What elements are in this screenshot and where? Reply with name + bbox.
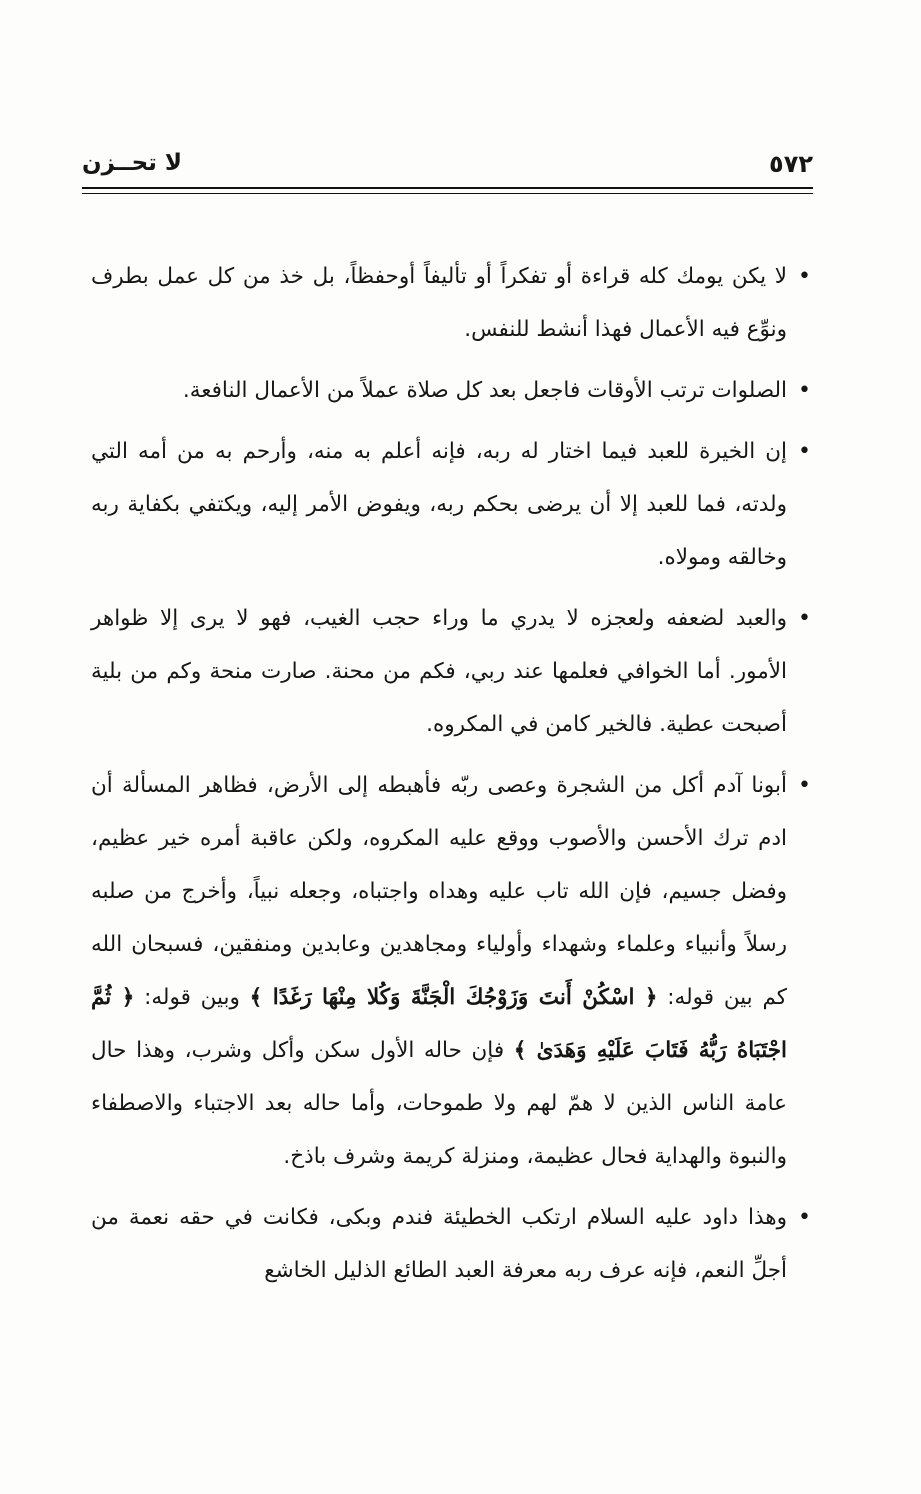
paragraph-text-middle: وبين قوله: — [134, 985, 250, 1010]
paragraph-variety — [91, 250, 811, 356]
paragraph-unseen — [91, 592, 811, 751]
bullet-icon: • — [798, 606, 811, 631]
bullet-icon: • — [798, 264, 811, 289]
paragraph-dawud — [91, 1191, 811, 1297]
paragraph-choice — [91, 425, 811, 584]
paragraph-text: إن الخيرة للعبد فيما اختار له ربه، فإنه أعلم به منه، وأرحم به من أمه التي ولدته، فما للعبد إلا أن يرضى بحكم ربه، ويفوض الأمر إليه، ويكتفي بكفاية ربه وخالقه ومولاه. — [91, 439, 787, 570]
paragraph-prayers — [91, 364, 811, 417]
bullet-icon: • — [798, 439, 811, 464]
bullet-icon: • — [798, 773, 811, 798]
paragraph-text: لا يكن يومك كله قراءة أو تفكراً أو تأليفاً أوحفظاً، بل خذ من كل عمل بطرف ونوِّع فيه الأعمال فهذا أنشط للنفس. — [91, 264, 787, 342]
paragraph-text: والعبد لضعفه ولعجزه لا يدري ما وراء حجب الغيب، فهو لا يرى إلا ظواهر الأمور. أما الخوافي فعلمها عند ربي، فكم من محنة. صارت منحة وكم من بلية أصبحت عطية. فالخير كامن في المكروه. — [91, 606, 787, 737]
book-title: لا تحــزن — [82, 150, 183, 176]
paragraph-text-before: أبونا آدم أكل من الشجرة وعصى ربّه فأهبطه إلى الأرض، فظاهر المسألة أن ادم ترك الأحسن والأصوب ووقع عليه المكروه، ولكن عاقبة أمره خير عظيم، وفضل جسيم، فإن الله تاب عليه وهداه واجتباه، وجعله نبياً، وأخرج من صلبه رسلاً وأنبياء وعلماء وشهداء وأولياء ومجاهدين وعابدين ومنفقين، فسبحان الله كم بين قوله: — [91, 773, 787, 1010]
page-number: ٥٧٢ — [769, 150, 813, 178]
quran-verse-1: ﴿ اسْكُنْ أَنتَ وَزَوْجُكَ الْجَنَّةَ وَكُلا مِنْهَا رَغَدًا ﴾ — [249, 985, 658, 1010]
paragraph-adam — [91, 759, 811, 1183]
paragraph-text-after: فإن حاله الأول سكن وأكل وشرب، وهذا حال عامة الناس الذين لا همّ لهم ولا طموحات، وأما حاله بعد الاجتباء والاصطفاء والنبوة والهداية فحال عظيمة، ومنزلة كريمة وشرف باذخ. — [91, 1038, 787, 1169]
quran-verse-2: ﴿ ثُمَّ اجْتَبَاهُ رَبُّهُ فَتَابَ عَلَيْهِ وَهَدَىٰ ﴾ — [91, 985, 787, 1063]
page-body — [91, 250, 811, 1297]
page-header — [82, 148, 813, 188]
header-rule-thick — [82, 187, 813, 189]
header-rule-thin — [82, 193, 813, 194]
paragraph-text: الصلوات ترتب الأوقات فاجعل بعد كل صلاة عملاً من الأعمال النافعة. — [182, 378, 787, 403]
bullet-icon: • — [798, 378, 811, 403]
bullet-icon: • — [798, 1205, 811, 1230]
paragraph-text: وهذا داود عليه السلام ارتكب الخطيئة فندم وبكى، فكانت في حقه نعمة من أجلِّ النعم، فإنه عرف ربه معرفة العبد الطائع الذليل الخاشع — [91, 1205, 787, 1283]
